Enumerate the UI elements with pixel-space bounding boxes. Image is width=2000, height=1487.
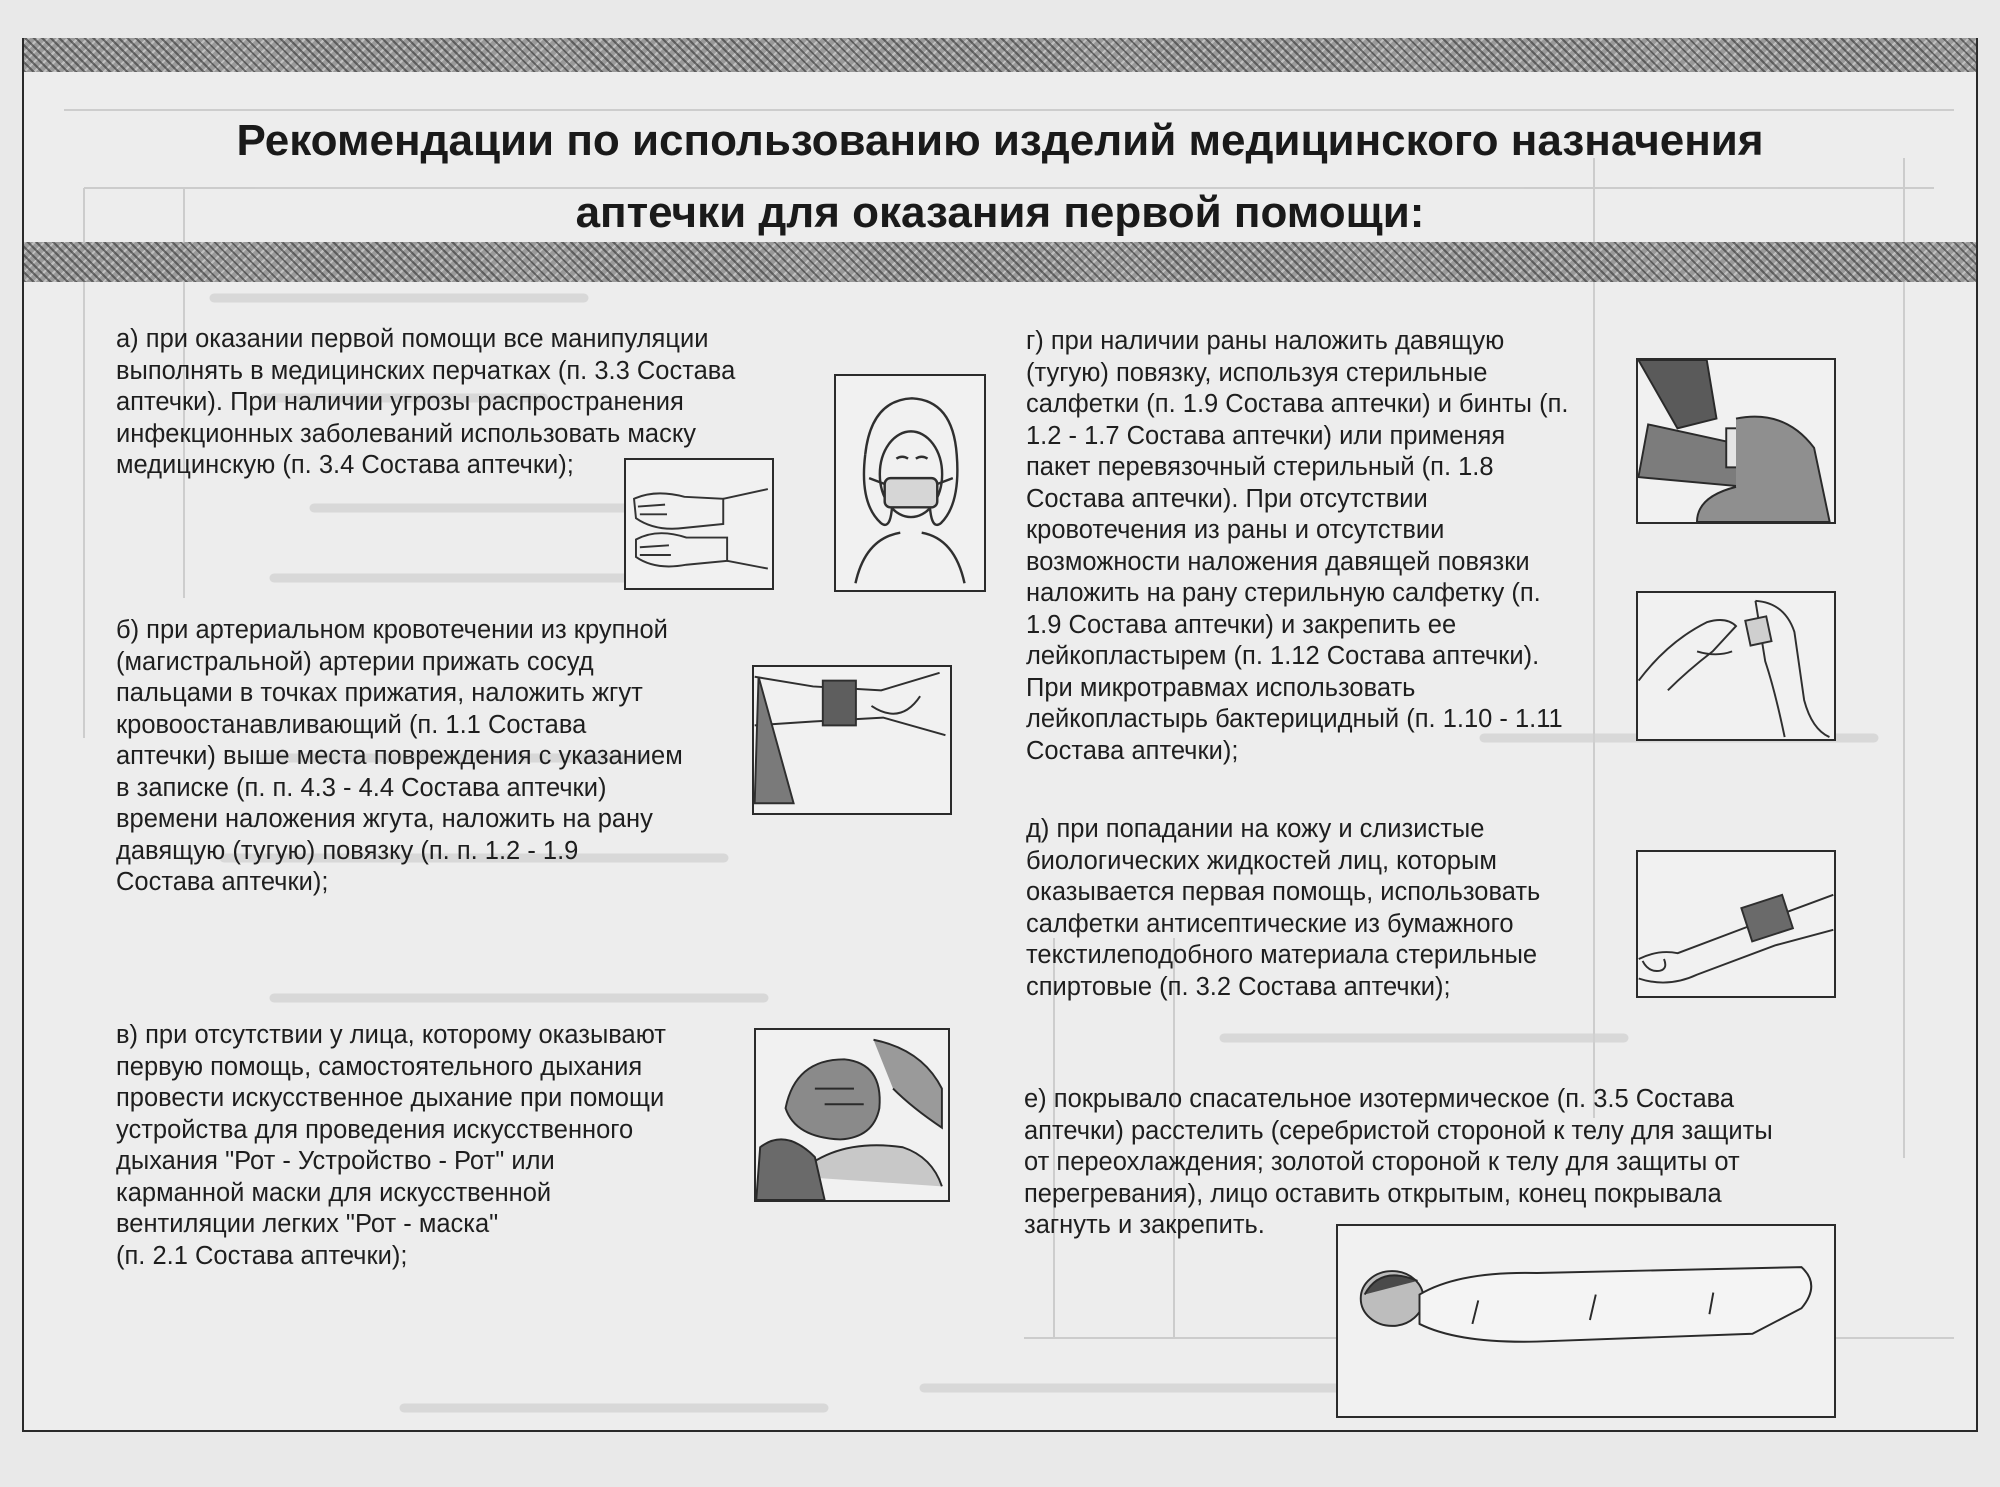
section-d-line: спиртовые (п. 3.2 Состава аптечки); bbox=[1026, 972, 1451, 1001]
woman-in-medical-mask-icon bbox=[836, 376, 984, 590]
section-v-text bbox=[116, 1020, 836, 1272]
section-e-line: загнуть и закрепить. bbox=[1024, 1211, 1265, 1239]
section-g-line: 1.9 Состава аптечки) и закрепить ее bbox=[1026, 610, 1457, 639]
section-b-text bbox=[116, 615, 836, 899]
mouth-to-mouth-ventilation-icon bbox=[756, 1030, 948, 1200]
plaster-illustration bbox=[1636, 591, 1836, 741]
section-e-line: е) покрывало спасательное изотермическое (п. 3.5 Состава bbox=[1024, 1085, 1735, 1113]
page-title-line-2: аптечки для оказания первой помощи: bbox=[575, 188, 1425, 237]
person-under-thermal-blanket-icon bbox=[1338, 1226, 1834, 1416]
section-g-line: (тугую) повязку, используя стерильные bbox=[1026, 358, 1488, 387]
gloved-hands-icon bbox=[626, 460, 772, 588]
section-v-line: дыхания "Рот - Устройство - Рот" или bbox=[116, 1147, 555, 1175]
section-g-line: При микротравмах использовать bbox=[1026, 673, 1416, 702]
title-underline-halftone-band bbox=[24, 242, 1976, 282]
section-a-line: а) при оказании первой помощи все манипуляции bbox=[116, 325, 709, 353]
section-d-line: текстилеподобного материала стерильные bbox=[1026, 941, 1538, 969]
page-title-line-1: Рекомендации по использованию изделий медицинского назначения bbox=[236, 116, 1764, 165]
section-e-line: от переохлаждения; золотой стороной к телу для защиты от bbox=[1024, 1148, 1740, 1176]
section-g-line: 1.2 - 1.7 Состава аптечки) или применяя bbox=[1026, 421, 1506, 450]
section-d-line: салфетки антисептические из бумажного bbox=[1026, 909, 1514, 938]
section-v-line: провести искусственное дыхание при помощи bbox=[116, 1084, 665, 1112]
section-a-line: выполнять в медицинских перчатках (п. 3.3 Состава bbox=[116, 356, 736, 385]
section-v-line: вентиляции легких "Рот - маска" bbox=[116, 1210, 499, 1238]
section-b-line: кровоостанавливающий (п. 1.1 Состава bbox=[116, 710, 587, 739]
section-v-line: карманной маски для искусственной bbox=[116, 1178, 552, 1207]
section-b-line: Состава аптечки); bbox=[116, 868, 329, 896]
wound-bandaging-icon bbox=[1638, 360, 1834, 522]
section-a-line: аптечки). При наличии угрозы распространения bbox=[116, 388, 684, 416]
section-d-line: д) при попадании на кожу и слизистые bbox=[1026, 815, 1485, 843]
antiseptic-wipe-on-forearm-icon bbox=[1638, 852, 1834, 996]
tourniquet-on-arm-icon bbox=[754, 667, 950, 813]
section-b-line: пальцами в точках прижатия, наложить жгут bbox=[116, 679, 643, 707]
section-b-line: б) при артериальном кровотечении из крупной bbox=[116, 616, 668, 644]
section-v-line: (п. 2.1 Состава аптечки); bbox=[116, 1241, 408, 1270]
section-b-line: времени наложения жгута, наложить на рану bbox=[116, 805, 653, 833]
section-v-line: первую помощь, самостоятельного дыхания bbox=[116, 1052, 643, 1081]
tourniquet-illustration bbox=[752, 665, 952, 815]
section-v-line: устройства для проведения искусственного bbox=[116, 1115, 634, 1144]
bandaging-illustration bbox=[1636, 358, 1836, 524]
section-b-line: давящую (тугую) повязку (п. п. 1.2 - 1.9 bbox=[116, 836, 579, 865]
section-g-line: кровотечения из раны и отсутствии bbox=[1026, 516, 1445, 544]
section-e-line: перегревания), лицо оставить открытым, конец покрывала bbox=[1024, 1179, 1722, 1208]
section-g-line: лейкопластырем (п. 1.12 Состава аптечки). bbox=[1026, 642, 1540, 670]
section-g-line: г) при наличии раны наложить давящую bbox=[1026, 327, 1505, 355]
antiseptic-wipe-illustration bbox=[1636, 850, 1836, 998]
instruction-sheet bbox=[22, 38, 1978, 1432]
section-g-line: лейкопластырь бактерицидный (п. 1.10 - 1.11 bbox=[1026, 705, 1563, 733]
mask-illustration bbox=[834, 374, 986, 592]
section-a-line: инфекционных заболеваний использовать маску bbox=[116, 419, 697, 448]
section-g-line: пакет перевязочный стерильный (п. 1.8 bbox=[1026, 453, 1494, 481]
section-b-line: аптечки) выше места повреждения с указанием bbox=[116, 742, 683, 770]
section-g-line: возможности наложения давящей повязки bbox=[1026, 547, 1530, 576]
gloves-illustration bbox=[624, 458, 774, 590]
section-g-line: наложить на рану стерильную салфетку (п. bbox=[1026, 579, 1541, 607]
section-g-line: Состава аптечки). При отсутствии bbox=[1026, 484, 1428, 513]
section-b-line: (магистральной) артерии прижать сосуд bbox=[116, 647, 594, 676]
rescue-breathing-illustration bbox=[754, 1028, 950, 1202]
section-g-line: Состава аптечки); bbox=[1026, 736, 1239, 765]
section-d-line: биологических жидкостей лиц, которым bbox=[1026, 846, 1497, 875]
section-e-line: аптечки) расстелить (серебристой стороной к телу для защиты bbox=[1024, 1116, 1773, 1145]
section-g-line: салфетки (п. 1.9 Состава аптечки) и бинты (п. bbox=[1026, 390, 1569, 418]
thermal-blanket-illustration bbox=[1336, 1224, 1836, 1418]
section-e-text bbox=[1024, 1084, 1904, 1242]
section-b-line: в записке (п. п. 4.3 - 4.4 Состава аптечки) bbox=[116, 773, 607, 802]
section-d-line: оказывается первая помощь, использовать bbox=[1026, 878, 1541, 906]
finger-plaster-icon bbox=[1638, 593, 1834, 739]
section-v-line: в) при отсутствии у лица, которому оказывают bbox=[116, 1021, 666, 1049]
section-a-line: медицинскую (п. 3.4 Состава аптечки); bbox=[116, 451, 574, 479]
top-halftone-band bbox=[24, 38, 1976, 72]
